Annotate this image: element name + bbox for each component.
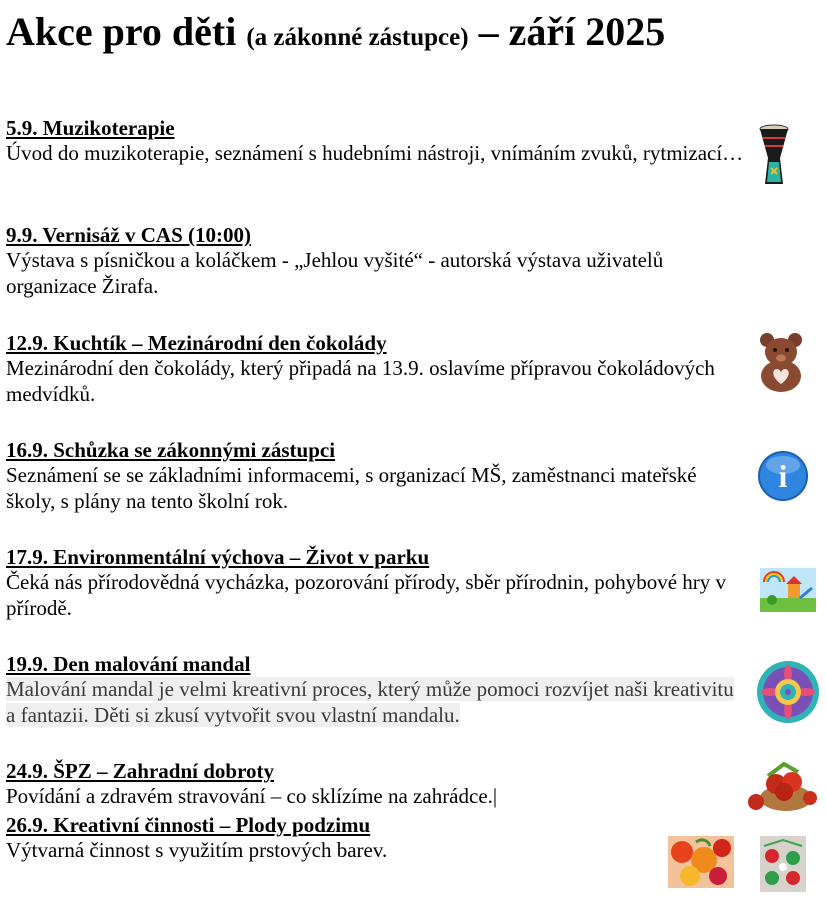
- event-item: [6, 116, 746, 166]
- event-title: 9.9. Vernisáž v CAS (10:00): [6, 223, 251, 247]
- event-title: 24.9. ŠPZ – Zahradní dobroty: [6, 759, 275, 783]
- event-description: Výtvarná činnost s využitím prstových barev.: [6, 838, 388, 862]
- event-description: Úvod do muzikoterapie, seznámení s hudebními nástroji, vnímáním zvuků, rytmizací…: [6, 141, 744, 165]
- finger-paint-icon: [668, 836, 734, 888]
- event-item: [6, 652, 746, 728]
- mandala-icon: [756, 660, 820, 724]
- event-description: Výstava s písničkou a koláčkem - „Jehlou vyšité“ - autorská výstava uživatelů organizace Žirafa.: [6, 248, 664, 298]
- event-description: Seznámení se se základními informacemi, s organizací MŠ, zaměstnanci mateřské školy, s plány na tento školní rok.: [6, 463, 697, 513]
- event-description: Čeká nás přírodovědná vycházka, pozorování přírody, sběr přírodnin, pohybové hry v přírodě.: [6, 570, 727, 620]
- event-item: [6, 223, 746, 299]
- event-item: [6, 813, 746, 863]
- event-item: [6, 759, 746, 809]
- park-playground-icon: [760, 568, 816, 612]
- painted-apples-icon: [760, 836, 806, 892]
- event-title: 5.9. Muzikoterapie: [6, 116, 175, 140]
- chocolate-bear-icon: [758, 330, 804, 392]
- event-title: 26.9. Kreativní činnosti – Plody podzimu: [6, 813, 371, 837]
- title-date: – září 2025: [478, 9, 666, 54]
- event-description: Povídání a zdravém stravování – co sklízíme na zahrádce.|: [6, 784, 498, 808]
- info-icon-glyph: i: [778, 458, 788, 494]
- event-title: 12.9. Kuchtík – Mezinárodní den čokolády: [6, 331, 387, 355]
- info-icon: [757, 450, 809, 502]
- title-subtitle: (a zákonné zástupce): [246, 24, 469, 51]
- event-item: [6, 438, 746, 514]
- event-title: 19.9. Den malování mandal: [6, 652, 251, 676]
- event-title: 17.9. Environmentální výchova – Život v parku: [6, 545, 430, 569]
- event-description: Mezinárodní den čokolády, který připadá na 13.9. oslavíme přípravou čokoládových medvídků.: [6, 356, 715, 406]
- event-item: [6, 545, 746, 621]
- title-main: Akce pro děti: [6, 9, 237, 54]
- event-title: 16.9. Schůzka se zákonnými zástupci: [6, 438, 336, 462]
- drum-icon: [756, 124, 792, 188]
- event-item: [6, 331, 746, 407]
- event-description: [6, 676, 746, 728]
- event-description-text: Malování mandal je velmi kreativní proces, který může pomoci rozvíjet naši kreativitu a fantazii. Děti si zkusí vytvořit svou vlastní mandalu.: [6, 677, 734, 727]
- page-title: [6, 8, 665, 62]
- apples-basket-icon: [746, 758, 822, 814]
